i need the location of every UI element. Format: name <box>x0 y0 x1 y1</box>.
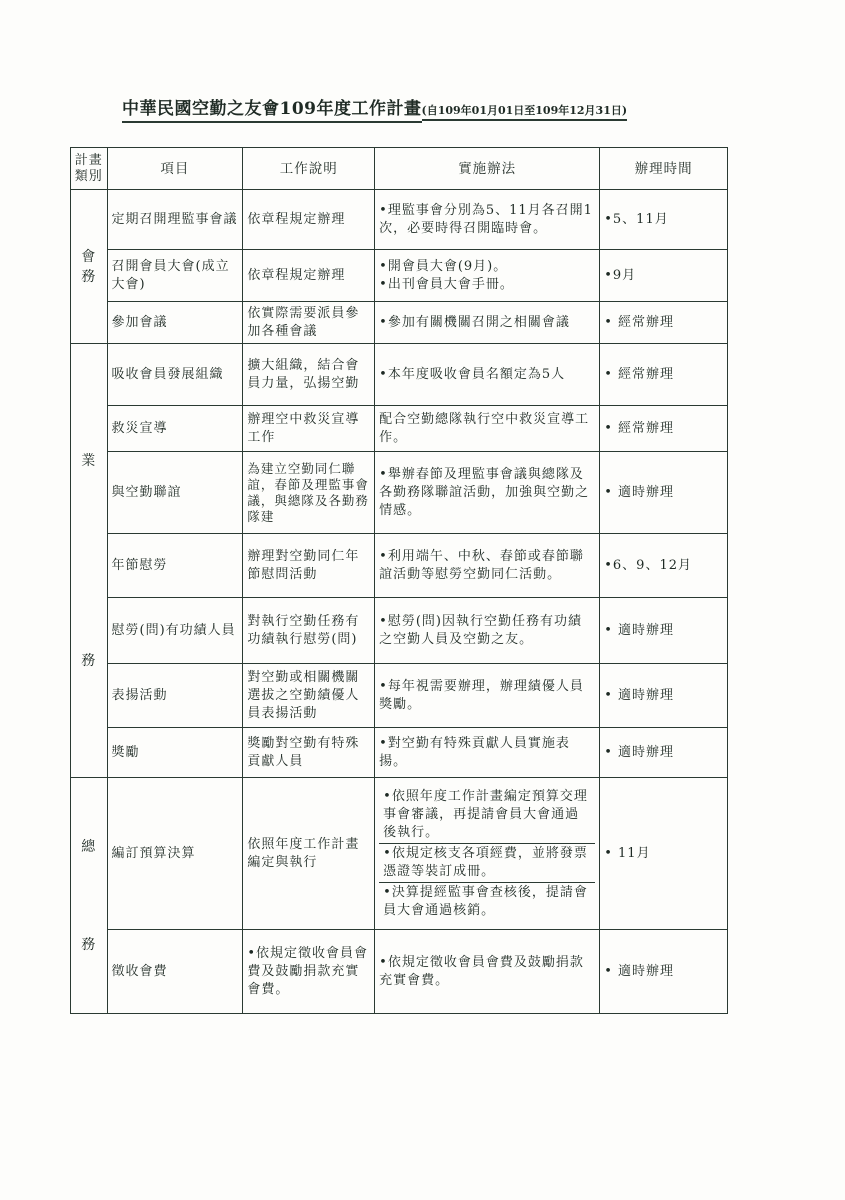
table-row <box>71 930 728 1014</box>
description-cell: 為建立空勤同仁聯誼，春節及理監事會議，與總隊及各勤務隊建 <box>243 452 375 534</box>
item-cell: 慰勞(問)有功績人員 <box>107 598 243 664</box>
table-row <box>71 534 728 598</box>
method-cell: •利用端午、中秋、春節或春節聯誼活動等慰勞空勤同仁活動。 <box>375 534 600 598</box>
method-cell: •對空勤有特殊貢獻人員實施表揚。 <box>375 728 600 778</box>
time-cell: •6、9、12月 <box>600 534 728 598</box>
time-cell: • 經常辦理 <box>600 406 728 452</box>
category-char: 會 <box>81 248 97 265</box>
table-row <box>71 778 728 930</box>
table-row <box>71 250 728 302</box>
time-cell: • 經常辦理 <box>600 302 728 344</box>
category-char: 業 <box>81 452 97 469</box>
document-title: 中華民國空勤之友會109年度工作計畫 <box>122 99 422 123</box>
time-cell: • 適時辦理 <box>600 728 728 778</box>
document-period: (自109年01月01日至109年12月31日) <box>422 104 628 121</box>
item-cell: 參加會議 <box>107 302 243 344</box>
category-char: 務 <box>81 652 97 669</box>
time-cell: •5、11月 <box>600 190 728 250</box>
description-cell: 辦理對空勤同仁年節慰問活動 <box>243 534 375 598</box>
method-line: •決算提經監事會查核後，提請會員大會通過核銷。 <box>383 884 588 918</box>
method-line: •開會員大會(9月)。 <box>379 258 508 274</box>
time-cell: • 11月 <box>600 778 728 930</box>
table-row <box>71 302 728 344</box>
table-row <box>71 598 728 664</box>
work-plan-table <box>70 147 728 1014</box>
method-cell: •舉辦春節及理監事會議與總隊及各勤務隊聯誼活動，加強與空勤之情感。 <box>375 452 600 534</box>
document-title-block <box>122 94 722 119</box>
item-cell: 獎勵 <box>107 728 243 778</box>
item-cell: 救災宣導 <box>107 406 243 452</box>
method-cell: •慰勞(問)因執行空勤任務有功績之空勤人員及空勤之友。 <box>375 598 600 664</box>
time-cell: • 經常辦理 <box>600 344 728 406</box>
method-cell: 配合空勤總隊執行空中救災宣導工作。 <box>375 406 600 452</box>
time-cell: • 適時辦理 <box>600 598 728 664</box>
description-cell: •依規定徵收會員會費及鼓勵捐款充實會費。 <box>243 930 375 1014</box>
header-category: 計畫類別 <box>71 148 108 190</box>
description-cell: 擴大組織，結合會員力量，弘揚空勤 <box>243 344 375 406</box>
description-cell: 獎勵對空勤有特殊貢獻人員 <box>243 728 375 778</box>
header-description: 工作說明 <box>243 148 375 190</box>
method-line: •出刊會員大會手冊。 <box>379 276 514 292</box>
method-line: •依照年度工作計畫編定預算交理事會審議，再提請會員大會通過後執行。 <box>379 787 595 844</box>
description-cell: 依章程規定辦理 <box>243 190 375 250</box>
header-item: 項目 <box>107 148 243 190</box>
method-cell: •理監事會分別為5、11月各召開1次，必要時得召開臨時會。 <box>375 190 600 250</box>
item-cell: 徵收會費 <box>107 930 243 1014</box>
time-cell: • 適時辦理 <box>600 452 728 534</box>
item-cell: 與空勤聯誼 <box>107 452 243 534</box>
method-cell: •每年視需要辦理，辦理績優人員獎勵。 <box>375 664 600 728</box>
method-cell: •本年度吸收會員名額定為5人 <box>375 344 600 406</box>
table-row <box>71 344 728 406</box>
method-cell <box>375 778 600 930</box>
description-cell: 對執行空勤任務有功績執行慰勞(問) <box>243 598 375 664</box>
item-cell: 吸收會員發展組織 <box>107 344 243 406</box>
category-cell <box>71 778 108 1014</box>
item-cell: 召開會員大會(成立大會) <box>107 250 243 302</box>
item-cell: 定期召開理監事會議 <box>107 190 243 250</box>
category-char: 務 <box>81 936 97 953</box>
table-row <box>71 190 728 250</box>
description-cell: 依實際需要派員參加各種會議 <box>243 302 375 344</box>
category-cell <box>71 190 108 344</box>
table-row <box>71 452 728 534</box>
method-cell: •依規定徵收會員會費及鼓勵捐款充實會費。 <box>375 930 600 1014</box>
description-cell: 依章程規定辦理 <box>243 250 375 302</box>
category-char: 總 <box>81 838 97 855</box>
method-line: •依規定核支各項經費，並將發票憑證等裝訂成冊。 <box>379 844 595 883</box>
description-cell: 對空勤或相關機關選拔之空勤績優人員表揚活動 <box>243 664 375 728</box>
method-cell <box>375 250 600 302</box>
description-cell: 依照年度工作計畫編定與執行 <box>243 778 375 930</box>
table-header-row <box>71 148 728 190</box>
time-cell: •9月 <box>600 250 728 302</box>
table-row <box>71 728 728 778</box>
method-cell: •參加有關機關召開之相關會議 <box>375 302 600 344</box>
header-method: 實施辦法 <box>375 148 600 190</box>
table-row <box>71 664 728 728</box>
time-cell: • 適時辦理 <box>600 930 728 1014</box>
item-cell: 年節慰勞 <box>107 534 243 598</box>
table-row <box>71 406 728 452</box>
description-cell: 辦理空中救災宣導工作 <box>243 406 375 452</box>
category-cell <box>71 344 108 778</box>
item-cell: 編訂預算決算 <box>107 778 243 930</box>
header-time: 辦理時間 <box>600 148 728 190</box>
time-cell: • 適時辦理 <box>600 664 728 728</box>
category-char: 務 <box>81 268 97 285</box>
item-cell: 表揚活動 <box>107 664 243 728</box>
